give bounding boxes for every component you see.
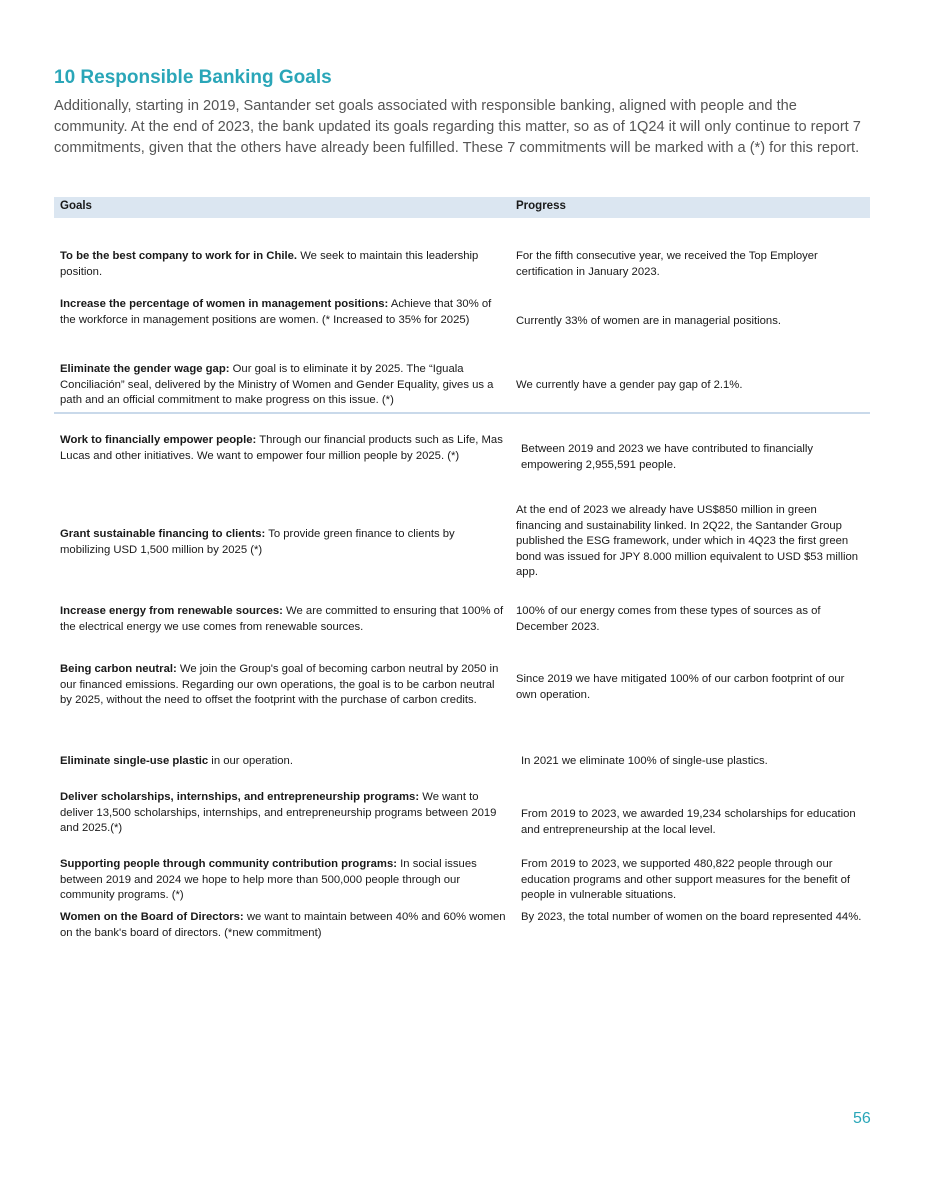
- goal-title: To be the best company to work for in Chile.: [60, 250, 298, 262]
- progress-cell: Since 2019 we have mitigated 100% of our carbon footprint of our own operation.: [516, 673, 845, 701]
- progress-cell: From 2019 to 2023, we awarded 19,234 scholarships for education and entrepreneurship at the local level.: [521, 808, 856, 836]
- goal-title: Deliver scholarships, internships, and entrepreneurship programs:: [60, 791, 420, 803]
- progress-cell: For the fifth consecutive year, we received the Top Employer certification in January 2023.: [516, 250, 818, 278]
- goal-cell: [60, 857, 506, 904]
- goal-description: In social issues between 2019 and 2024 we hope to help more than 500,000 people through our community programs. (*): [60, 858, 477, 901]
- goal-description: Our goal is to eliminate it by 2025. The “Iguala Conciliación” seal, delivered by the Ministry of Women and Gender Equality, gives us a path and an official commitment to make progress on this issue. (*): [60, 363, 494, 406]
- goal-description: We are committed to ensuring that 100% of the electrical energy we use comes from renewable sources.: [60, 605, 504, 633]
- goal-description: Through our financial products such as Life, Mas Lucas and other initiatives. We want to empower four million people by 2025. (*): [60, 434, 503, 462]
- goal-title: Eliminate the gender wage gap:: [60, 363, 230, 375]
- progress-cell: At the end of 2023 we already have US$850 million in green financing and sustainability linked. In 2Q22, the Santander Group published the ESG framework, under which in 4Q23 the first green bond was issued for JPY 8.000 million equivalent to USD $53 million app.: [516, 504, 859, 578]
- goal-cell: [60, 662, 506, 709]
- goal-cell: [60, 604, 506, 635]
- goal-description: we want to maintain between 40% and 60% women on the bank's board of directors. (*new commitment): [60, 911, 506, 939]
- goal-title: Grant sustainable financing to clients:: [60, 528, 266, 540]
- goal-title: Eliminate single-use plastic: [60, 755, 209, 767]
- goal-title: Women on the Board of Directors:: [60, 911, 244, 923]
- goal-cell: [60, 249, 506, 280]
- goal-description: in our operation.: [208, 755, 293, 767]
- goal-cell: [60, 790, 506, 837]
- goal-description: We join the Group's goal of becoming carbon neutral by 2050 in our financed emissions. Regarding our own operations, the goal is to be carbon neutral by 2025, without the need to offset the footprint with the purchase of carbon credits.: [60, 663, 499, 706]
- goal-cell: [60, 362, 506, 409]
- goals-column-header: Goals: [60, 200, 92, 212]
- progress-cell: Currently 33% of women are in managerial positions.: [516, 315, 781, 327]
- progress-cell: Between 2019 and 2023 we have contributed to financially empowering 2,955,591 people.: [521, 443, 814, 471]
- page-number: 56: [853, 1110, 871, 1127]
- intro-paragraph: Additionally, starting in 2019, Santander set goals associated with responsible banking, aligned with people and the community. At the end of 2023, the bank updated its goals regarding this matter, so as of 1Q24 it will only continue to report 7 commitments, given that the others have already been fulfilled. These 7 commitments will be marked with a (*) for this report.: [54, 98, 861, 156]
- section-divider: [54, 412, 870, 414]
- goal-cell: [60, 910, 506, 941]
- progress-cell: From 2019 to 2023, we supported 480,822 people through our education programs and other support measures for the benefit of people in vulnerable situations.: [521, 858, 851, 901]
- goal-description: We seek to maintain this leadership position.: [60, 250, 479, 278]
- progress-cell: We currently have a gender pay gap of 2.1%.: [516, 379, 743, 391]
- progress-cell: 100% of our energy comes from these types of sources as of December 2023.: [516, 605, 821, 633]
- goal-description: Achieve that 30% of the workforce in management positions are women. (* Increased to 35% for 2025): [60, 298, 492, 326]
- goal-cell: [60, 297, 506, 328]
- section-title: 10 Responsible Banking Goals: [54, 67, 332, 88]
- goal-title: Increase the percentage of women in management positions:: [60, 298, 389, 310]
- goal-description: We want to deliver 13,500 scholarships, internships, and entrepreneurship programs between 2019 and 2025.(*): [60, 791, 497, 834]
- goal-title: Being carbon neutral:: [60, 663, 177, 675]
- goal-title: Increase energy from renewable sources:: [60, 605, 283, 617]
- goal-cell: [60, 433, 506, 464]
- progress-cell: By 2023, the total number of women on the board represented 44%.: [521, 911, 862, 923]
- goal-cell: [60, 754, 506, 770]
- goal-description: To provide green finance to clients by mobilizing USD 1,500 million by 2025 (*): [60, 528, 455, 556]
- progress-cell: In 2021 we eliminate 100% of single-use plastics.: [521, 755, 768, 767]
- goal-cell: [60, 527, 506, 558]
- goal-title: Work to financially empower people:: [60, 434, 257, 446]
- progress-column-header: Progress: [516, 200, 566, 212]
- goal-title: Supporting people through community contribution programs:: [60, 858, 398, 870]
- table-header: [54, 197, 870, 218]
